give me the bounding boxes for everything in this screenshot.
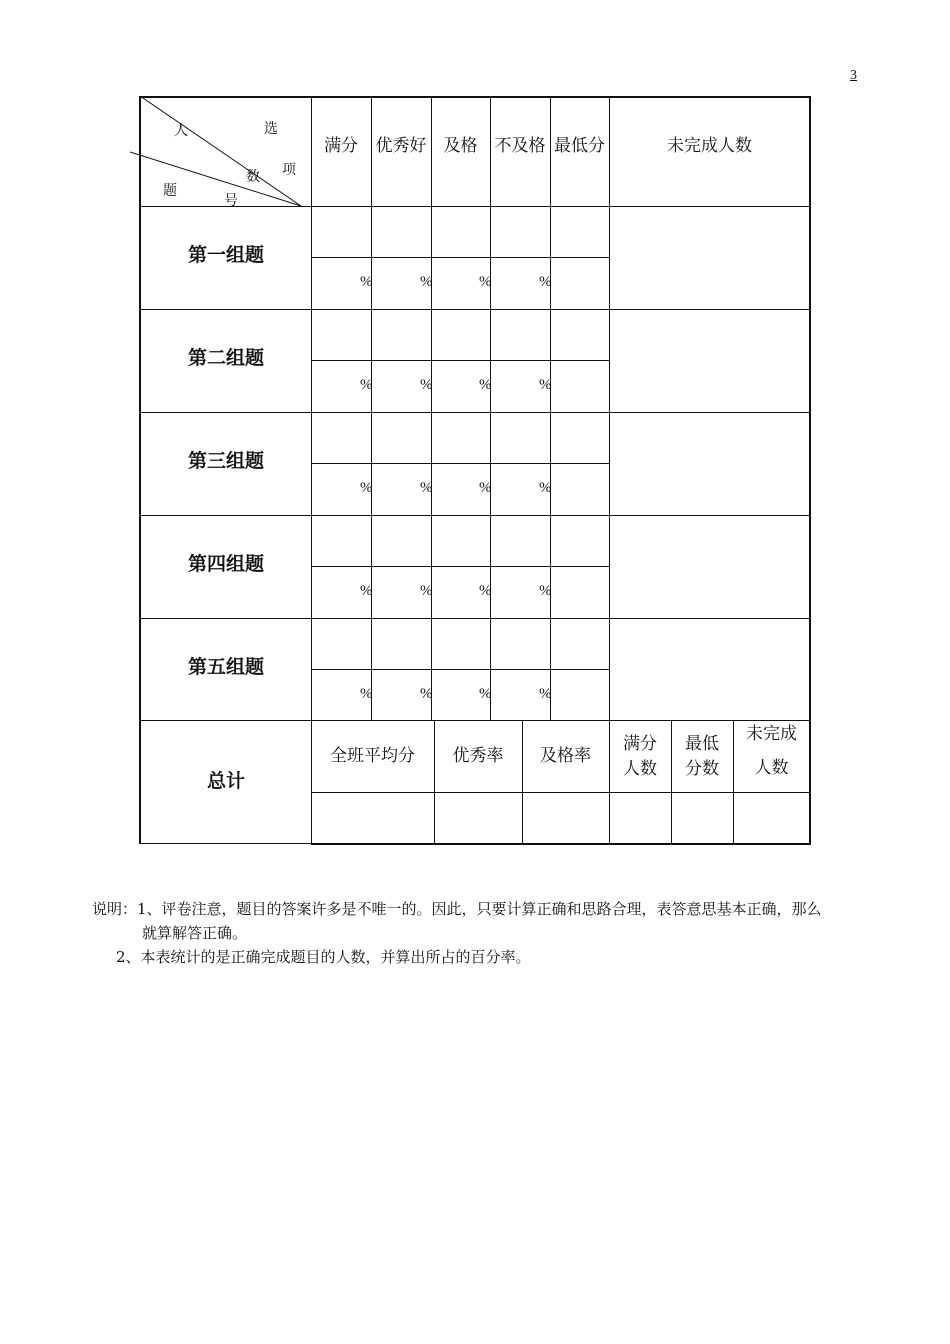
total-column-divider	[522, 720, 523, 844]
percent-sign: %	[360, 377, 373, 393]
total-pass-rate: 及格率	[540, 746, 591, 766]
note-line-2: 就算解答正确。	[142, 924, 248, 942]
total-subrow-divider	[311, 792, 811, 793]
row-divider	[139, 515, 811, 516]
corner-label-shu: 数	[246, 169, 260, 185]
total-title: 总计	[206, 770, 245, 792]
total-full-score-count-line2: 人数	[623, 759, 657, 779]
percent-sign: %	[360, 583, 373, 599]
percent-sign: %	[360, 480, 373, 496]
percent-sign: %	[420, 686, 433, 702]
group-1-title: 第一组题	[187, 244, 264, 266]
subrow-divider	[311, 463, 609, 464]
column-divider	[431, 96, 432, 720]
total-full-score-count-line1: 满分	[623, 734, 657, 754]
percent-sign: %	[420, 377, 433, 393]
subrow-divider	[311, 566, 609, 567]
total-unfinished-line2: 人数	[754, 758, 789, 778]
column-divider	[490, 96, 491, 720]
notes	[92, 897, 872, 969]
corner-diagonal-lines	[130, 96, 312, 208]
percent-sign: %	[420, 274, 433, 290]
corner-label-ti: 题	[163, 183, 177, 199]
row-divider	[139, 309, 811, 310]
total-excellent-rate: 优秀率	[452, 746, 504, 766]
percent-sign: %	[539, 274, 552, 290]
total-class-average: 全班平均分	[330, 746, 415, 766]
percent-sign: %	[360, 686, 373, 702]
total-unfinished-line1: 未完成	[746, 724, 797, 744]
percent-sign: %	[420, 583, 433, 599]
row-divider	[139, 618, 811, 619]
percent-sign: %	[539, 686, 552, 702]
percent-sign: %	[479, 480, 492, 496]
page-number: 3	[850, 68, 857, 83]
group-5-title: 第五组题	[187, 656, 264, 678]
header-full-score: 满分	[324, 136, 358, 156]
header-pass: 及格	[443, 136, 478, 156]
group-4-title: 第四组题	[187, 553, 264, 575]
corner-label-ren: 人	[174, 123, 188, 139]
percent-sign: %	[360, 274, 373, 290]
header-lowest: 最低分	[554, 136, 605, 156]
subrow-divider	[311, 360, 609, 361]
row-divider	[139, 412, 811, 413]
note-line-1: 说明：1、评卷注意，题目的答案许多是不唯一的。因此，只要计算正确和思路合理，表答意思基本正确，那么	[92, 900, 822, 918]
group-2-title: 第二组题	[187, 347, 264, 369]
header-excellent-good: 优秀好	[375, 136, 427, 156]
header-unfinished: 未完成人数	[667, 136, 752, 156]
percent-sign: %	[539, 480, 552, 496]
percent-sign: %	[539, 583, 552, 599]
percent-sign: %	[479, 583, 492, 599]
table-border-bottom	[311, 843, 811, 845]
header-fail: 不及格	[494, 136, 546, 156]
total-column-divider	[434, 720, 435, 844]
total-lowest-line2: 分数	[685, 759, 719, 779]
percent-sign: %	[479, 274, 492, 290]
corner-label-xiang: 项	[282, 162, 296, 178]
column-divider	[371, 96, 372, 720]
corner-label-xuan: 选	[264, 121, 278, 137]
percent-sign: %	[479, 377, 492, 393]
subrow-divider	[311, 257, 609, 258]
total-lowest-line1: 最低	[685, 734, 719, 754]
column-divider	[550, 96, 551, 720]
group-3-title: 第三组题	[187, 450, 264, 472]
percent-sign: %	[420, 480, 433, 496]
corner-label-hao: 号	[224, 193, 238, 209]
first-column-divider	[311, 96, 312, 844]
row-divider	[139, 720, 811, 721]
note-line-3: 2、本表统计的是正确完成题目的人数，并算出所占的百分率。	[116, 948, 531, 966]
subrow-divider	[311, 669, 609, 670]
table-border-bottom-left	[139, 843, 311, 844]
percent-sign: %	[479, 686, 492, 702]
column-divider	[609, 96, 610, 720]
percent-sign: %	[539, 377, 552, 393]
